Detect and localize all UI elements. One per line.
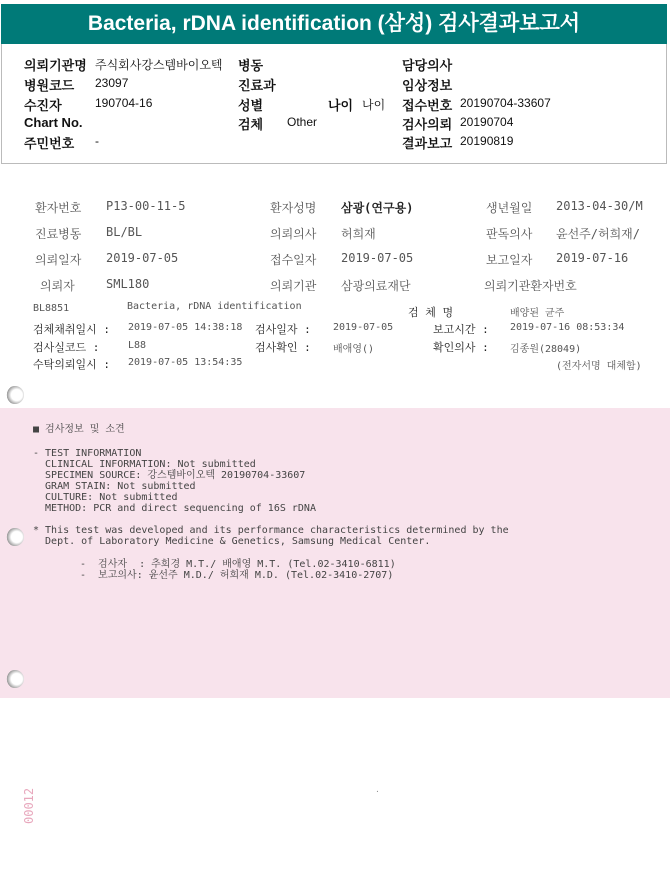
label-test-request: 검사의뢰 bbox=[402, 117, 453, 132]
punch-hole-bottom bbox=[6, 670, 24, 688]
lab-code-label: 검사실코드 : bbox=[33, 341, 100, 354]
form-label-ward: 진료병동 bbox=[35, 227, 82, 241]
punch-hole-top bbox=[6, 386, 24, 404]
form-value-ward: BL/BL bbox=[106, 225, 143, 239]
report-header-info bbox=[1, 44, 667, 164]
punch-hole-middle bbox=[6, 528, 24, 546]
test-confirm-label: 검사확인 : bbox=[255, 341, 311, 354]
label-clinical-info: 임상정보 bbox=[402, 78, 453, 93]
label-result-report: 결과보고 bbox=[402, 136, 453, 151]
collect-datetime-value: 2019-07-05 14:38:18 bbox=[128, 322, 243, 333]
value-examinee: 190704-16 bbox=[95, 96, 153, 110]
label-attending-doctor: 담당의사 bbox=[402, 58, 453, 73]
margin-page-mark: 00012 bbox=[22, 787, 36, 824]
form-value-requesting-institution: 삼광의료재단 bbox=[341, 279, 411, 293]
value-specimen: Other bbox=[287, 115, 318, 129]
info-line: - TEST INFORMATION bbox=[33, 448, 142, 459]
info-line: GRAM STAIN: Not submitted bbox=[33, 481, 196, 492]
stray-dot: . bbox=[376, 785, 379, 795]
form-value-report-date: 2019-07-16 bbox=[556, 251, 629, 265]
staff-block bbox=[80, 559, 396, 581]
value-age: 나이 bbox=[362, 98, 386, 112]
test-confirm-value: 배애영() bbox=[333, 344, 375, 355]
info-line: SPECIMEN SOURCE: 강스템바이오텍 20190704-33607 bbox=[33, 470, 306, 481]
value-test-request: 20190704 bbox=[460, 115, 514, 129]
form-label-birth-date: 생년월일 bbox=[486, 201, 533, 215]
form-label-request-date: 의뢰일자 bbox=[35, 253, 82, 267]
form-value-requester: SML180 bbox=[106, 277, 150, 291]
value-hospital-code: 23097 bbox=[95, 76, 129, 90]
received-datetime-label: 수탁의뢰일시 : bbox=[33, 358, 111, 371]
label-ward: 병동 bbox=[238, 58, 264, 73]
form-label-institution-patient-no: 의뢰기관환자번호 bbox=[484, 279, 577, 293]
form-label-patient-name: 환자성명 bbox=[270, 201, 317, 215]
label-requesting-institution: 의뢰기관명 bbox=[24, 58, 87, 73]
label-sex: 성별 bbox=[238, 98, 264, 113]
test-code: BL8851 bbox=[33, 303, 70, 314]
form-value-requesting-doctor: 허희재 bbox=[341, 227, 376, 241]
form-label-receipt-date: 접수일자 bbox=[270, 253, 317, 267]
value-result-report: 20190819 bbox=[460, 134, 514, 148]
verifying-doctor-label: 확인의사 : bbox=[433, 341, 489, 354]
label-department: 진료과 bbox=[238, 78, 276, 93]
value-requesting-institution: 주식회사강스템바이오텍 bbox=[95, 58, 223, 72]
label-specimen: 검체 bbox=[238, 117, 264, 132]
form-label-requesting-institution: 의뢰기관 bbox=[270, 279, 317, 293]
label-chart-no: Chart No. bbox=[24, 115, 83, 130]
note-line: * This test was developed and its performance characteristics determined by the bbox=[33, 525, 509, 536]
form-label-reading-doctor: 판독의사 bbox=[486, 227, 533, 241]
form-value-patient-name: 삼광(연구용) bbox=[341, 201, 414, 215]
specimen-name-value: 배양된 균주 bbox=[510, 308, 565, 319]
test-name: Bacteria, rDNA identification bbox=[127, 301, 302, 312]
info-line: METHOD: PCR and direct sequencing of 16S rDNA bbox=[33, 503, 316, 514]
form-label-requesting-doctor: 의뢰의사 bbox=[270, 227, 317, 241]
info-line: CULTURE: Not submitted bbox=[33, 492, 178, 503]
collect-datetime-label: 검체채취일시 : bbox=[33, 323, 111, 336]
info-line: CLINICAL INFORMATION: Not submitted bbox=[33, 459, 256, 470]
note-line: Dept. of Laboratory Medicine & Genetics, Samsung Medical Center. bbox=[33, 536, 431, 547]
value-resident-no: - bbox=[95, 134, 99, 148]
received-datetime-value: 2019-07-05 13:54:35 bbox=[128, 357, 243, 368]
staff-line-technologist: - 검사자 : 추희경 M.T./ 배애영 M.T. (Tel.02-3410-6811) bbox=[80, 559, 396, 570]
form-value-request-date: 2019-07-05 bbox=[106, 251, 179, 265]
lab-code-value: L88 bbox=[128, 340, 147, 351]
test-date-value: 2019-07-05 bbox=[333, 322, 394, 333]
verifying-doctor-value: 김종원(28049) bbox=[510, 344, 582, 355]
disclaimer-note bbox=[33, 525, 509, 547]
value-accession-no: 20190704-33607 bbox=[460, 96, 551, 110]
staff-line-reporting-doctor: - 보고의사: 윤선주 M.D./ 허희재 M.D. (Tel.02-3410-2707) bbox=[80, 570, 394, 581]
report-time-label: 보고시간 : bbox=[433, 323, 489, 336]
form-label-requester: 의뢰자 bbox=[40, 279, 75, 293]
form-value-birth-date: 2013-04-30/M bbox=[556, 199, 643, 213]
report-time-value: 2019-07-16 08:53:34 bbox=[510, 322, 625, 333]
form-value-receipt-date: 2019-07-05 bbox=[341, 251, 414, 265]
form-label-report-date: 보고일자 bbox=[486, 253, 533, 267]
label-hospital-code: 병원코드 bbox=[24, 78, 75, 93]
findings-title: ■ 검사정보 및 소견 bbox=[33, 424, 125, 435]
test-date-label: 검사일자 : bbox=[255, 323, 311, 336]
label-accession-no: 접수번호 bbox=[402, 98, 453, 113]
test-information-block bbox=[33, 448, 316, 514]
report-title: Bacteria, rDNA identification (삼성) 검사결과보고서 bbox=[1, 4, 667, 44]
label-age: 나이 bbox=[328, 98, 354, 113]
specimen-name-label: 검 체 명 bbox=[408, 306, 454, 319]
label-examinee: 수진자 bbox=[24, 98, 62, 113]
form-value-reading-doctor: 윤선주/허희재/ bbox=[556, 227, 641, 241]
esign-note: (전자서명 대체함) bbox=[556, 361, 642, 372]
form-label-patient-no: 환자번호 bbox=[35, 201, 82, 215]
form-value-patient-no: P13-00-11-5 bbox=[106, 199, 186, 213]
label-resident-no: 주민번호 bbox=[24, 136, 75, 151]
